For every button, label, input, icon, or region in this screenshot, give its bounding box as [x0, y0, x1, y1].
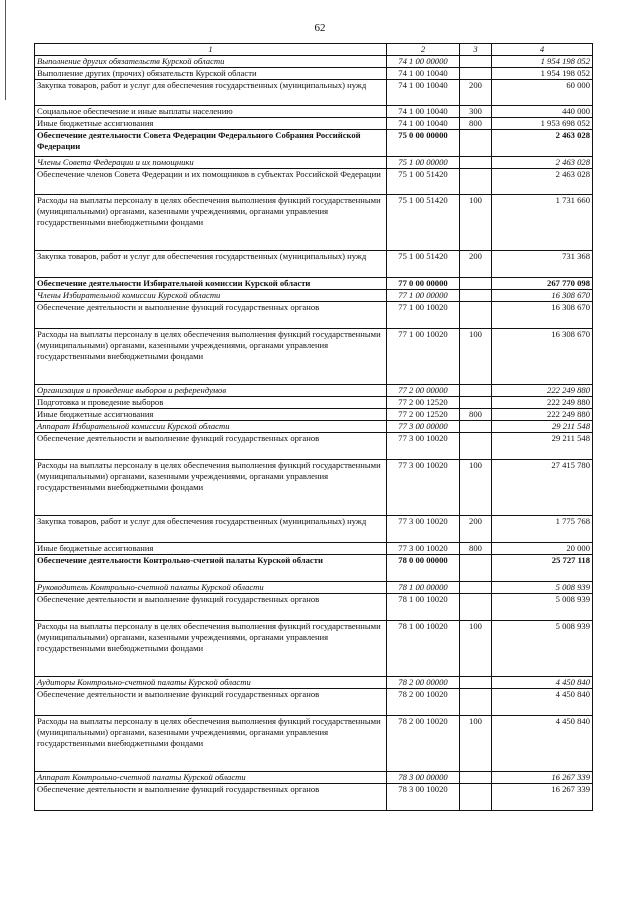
row-expense-type: 100 [460, 195, 492, 251]
row-code: 78 2 00 00000 [387, 677, 460, 689]
row-expense-type: 200 [460, 251, 492, 278]
row-name: Иные бюджетные ассигнования [35, 543, 387, 555]
row-code: 74 1 00 10040 [387, 118, 460, 130]
row-amount: 16 267 339 [492, 784, 593, 811]
row-expense-type [460, 290, 492, 302]
row-code: 74 1 00 10040 [387, 68, 460, 80]
table-row [35, 80, 593, 106]
row-expense-type [460, 397, 492, 409]
row-amount: 4 450 840 [492, 716, 593, 772]
row-expense-type: 200 [460, 516, 492, 543]
row-expense-type: 100 [460, 716, 492, 772]
row-amount: 5 008 939 [492, 621, 593, 677]
row-expense-type [460, 689, 492, 716]
row-expense-type [460, 582, 492, 594]
row-amount: 29 211 548 [492, 421, 593, 433]
row-code: 78 2 00 10020 [387, 716, 460, 772]
header-col-2: 2 [387, 44, 460, 56]
row-code: 77 3 00 10020 [387, 460, 460, 516]
row-expense-type: 800 [460, 409, 492, 421]
row-expense-type: 800 [460, 543, 492, 555]
row-expense-type [460, 594, 492, 621]
row-code: 77 2 00 12520 [387, 409, 460, 421]
header-col-1: 1 [35, 44, 387, 56]
row-name: Обеспечение деятельности и выполнение функций государственных органов [35, 689, 387, 716]
table-row [35, 195, 593, 251]
row-amount: 16 308 670 [492, 290, 593, 302]
row-expense-type [460, 68, 492, 80]
row-amount: 5 008 939 [492, 582, 593, 594]
row-expense-type [460, 772, 492, 784]
row-code: 77 0 00 00000 [387, 278, 460, 290]
row-name: Руководитель Контрольно-счетной палаты Курской области [35, 582, 387, 594]
row-amount: 25 727 118 [492, 555, 593, 582]
table-row [35, 118, 593, 130]
row-expense-type [460, 278, 492, 290]
row-amount: 1 954 198 052 [492, 68, 593, 80]
row-code: 77 3 00 10020 [387, 516, 460, 543]
row-code: 77 1 00 10020 [387, 329, 460, 385]
table-row [35, 716, 593, 772]
table-row [35, 385, 593, 397]
header-col-4: 4 [492, 44, 593, 56]
row-amount: 27 415 780 [492, 460, 593, 516]
table-row [35, 784, 593, 811]
row-name: Расходы на выплаты персоналу в целях обеспечения выполнения функций государственными (муниципальными) органами, казенными учреждениями, органами управления государственными внебюджетными фондами [35, 195, 387, 251]
scan-edge-line [5, 0, 6, 100]
row-name: Обеспечение деятельности и выполнение функций государственных органов [35, 594, 387, 621]
row-name: Обеспечение деятельности и выполнение функций государственных органов [35, 784, 387, 811]
row-name: Подготовка и проведение выборов [35, 397, 387, 409]
row-code: 78 2 00 10020 [387, 689, 460, 716]
table-row [35, 594, 593, 621]
budget-table [34, 43, 593, 811]
row-name: Выполнение других (прочих) обязательств Курской области [35, 68, 387, 80]
row-name: Обеспечение членов Совета Федерации и их помощников в субъектах Российской Федерации [35, 169, 387, 195]
row-name: Расходы на выплаты персоналу в целях обеспечения выполнения функций государственными (муниципальными) органами, казенными учреждениями, органами управления государственными внебюджетными фондами [35, 329, 387, 385]
row-name: Расходы на выплаты персоналу в целях обеспечения выполнения функций государственными (муниципальными) органами, казенными учреждениями, органами управления государственными внебюджетными фондами [35, 460, 387, 516]
row-name: Организация и проведение выборов и референдумов [35, 385, 387, 397]
table-row [35, 169, 593, 195]
row-code: 77 2 00 00000 [387, 385, 460, 397]
row-amount: 1 731 660 [492, 195, 593, 251]
row-amount: 731 368 [492, 251, 593, 278]
row-name: Закупка товаров, работ и услуг для обеспечения государственных (муниципальных) нужд [35, 80, 387, 106]
row-amount: 440 000 [492, 106, 593, 118]
row-expense-type: 100 [460, 329, 492, 385]
row-amount: 1 954 198 052 [492, 56, 593, 68]
table-row [35, 421, 593, 433]
row-code: 75 1 00 00000 [387, 157, 460, 169]
row-amount: 60 000 [492, 80, 593, 106]
table-row [35, 621, 593, 677]
row-amount: 1 953 698 052 [492, 118, 593, 130]
row-code: 78 1 00 10020 [387, 621, 460, 677]
table-row [35, 677, 593, 689]
row-code: 77 3 00 10020 [387, 433, 460, 460]
row-code: 77 3 00 00000 [387, 421, 460, 433]
table-row [35, 290, 593, 302]
row-expense-type [460, 157, 492, 169]
table-row [35, 56, 593, 68]
table-row [35, 251, 593, 278]
table-header-row [35, 44, 593, 56]
table-row [35, 278, 593, 290]
row-name: Расходы на выплаты персоналу в целях обеспечения выполнения функций государственными (муниципальными) органами, казенными учреждениями, органами управления государственными внебюджетными фондами [35, 621, 387, 677]
header-col-3: 3 [460, 44, 492, 56]
row-name: Иные бюджетные ассигнования [35, 409, 387, 421]
row-name: Аппарат Контрольно-счетной палаты Курской области [35, 772, 387, 784]
row-expense-type [460, 433, 492, 460]
table-row [35, 516, 593, 543]
row-name: Обеспечение деятельности Избирательной комиссии Курской области [35, 278, 387, 290]
row-amount: 16 308 670 [492, 329, 593, 385]
row-name: Члены Совета Федерации и их помощники [35, 157, 387, 169]
row-expense-type: 800 [460, 118, 492, 130]
row-name: Закупка товаров, работ и услуг для обеспечения государственных (муниципальных) нужд [35, 251, 387, 278]
table-row [35, 68, 593, 80]
row-code: 77 3 00 10020 [387, 543, 460, 555]
row-expense-type: 100 [460, 460, 492, 516]
row-name: Социальное обеспечение и иные выплаты населению [35, 106, 387, 118]
row-expense-type [460, 169, 492, 195]
row-amount: 5 008 939 [492, 594, 593, 621]
row-expense-type [460, 130, 492, 157]
row-amount: 267 770 098 [492, 278, 593, 290]
row-code: 74 1 00 00000 [387, 56, 460, 68]
table-row [35, 689, 593, 716]
row-amount: 20 000 [492, 543, 593, 555]
table-row [35, 397, 593, 409]
row-amount: 222 249 880 [492, 409, 593, 421]
row-code: 78 3 00 10020 [387, 784, 460, 811]
table-row [35, 409, 593, 421]
row-expense-type [460, 555, 492, 582]
row-name: Расходы на выплаты персоналу в целях обеспечения выполнения функций государственными (муниципальными) органами, казенными учреждениями, органами управления государственными внебюджетными фондами [35, 716, 387, 772]
row-code: 75 1 00 51420 [387, 195, 460, 251]
row-amount: 1 775 768 [492, 516, 593, 543]
row-amount: 2 463 028 [492, 169, 593, 195]
row-name: Аппарат Избирательной комиссии Курской области [35, 421, 387, 433]
row-expense-type [460, 421, 492, 433]
row-code: 77 1 00 00000 [387, 290, 460, 302]
row-code: 77 2 00 12520 [387, 397, 460, 409]
row-amount: 2 463 028 [492, 157, 593, 169]
table-row [35, 106, 593, 118]
row-expense-type: 200 [460, 80, 492, 106]
page-number: 62 [314, 22, 326, 34]
row-amount: 16 267 339 [492, 772, 593, 784]
row-name: Иные бюджетные ассигнования [35, 118, 387, 130]
table-row [35, 329, 593, 385]
table-row [35, 582, 593, 594]
row-name: Обеспечение деятельности и выполнение функций государственных органов [35, 302, 387, 329]
row-code: 75 1 00 51420 [387, 169, 460, 195]
row-expense-type: 300 [460, 106, 492, 118]
table-row [35, 157, 593, 169]
table-row [35, 302, 593, 329]
row-code: 74 1 00 10040 [387, 80, 460, 106]
row-name: Закупка товаров, работ и услуг для обеспечения государственных (муниципальных) нужд [35, 516, 387, 543]
row-name: Обеспечение деятельности Совета Федерации Федерального Собрания Российской Федерации [35, 130, 387, 157]
row-expense-type: 100 [460, 621, 492, 677]
row-amount: 222 249 880 [492, 397, 593, 409]
table-row [35, 555, 593, 582]
row-expense-type [460, 56, 492, 68]
row-amount: 4 450 840 [492, 689, 593, 716]
row-name: Аудиторы Контрольно-счетной палаты Курской области [35, 677, 387, 689]
row-code: 75 1 00 51420 [387, 251, 460, 278]
row-expense-type [460, 385, 492, 397]
row-code: 78 1 00 00000 [387, 582, 460, 594]
row-amount: 16 308 670 [492, 302, 593, 329]
row-name: Члены Избирательной комиссии Курской области [35, 290, 387, 302]
row-code: 74 1 00 10040 [387, 106, 460, 118]
row-code: 75 0 00 00000 [387, 130, 460, 157]
row-name: Выполнение других обязательств Курской области [35, 56, 387, 68]
table-row [35, 130, 593, 157]
row-code: 78 1 00 10020 [387, 594, 460, 621]
row-amount: 2 463 028 [492, 130, 593, 157]
row-expense-type [460, 677, 492, 689]
row-expense-type [460, 784, 492, 811]
table-row [35, 543, 593, 555]
row-code: 78 3 00 00000 [387, 772, 460, 784]
row-code: 78 0 00 00000 [387, 555, 460, 582]
row-expense-type [460, 302, 492, 329]
table-row [35, 433, 593, 460]
row-amount: 29 211 548 [492, 433, 593, 460]
table-row [35, 772, 593, 784]
row-amount: 222 249 880 [492, 385, 593, 397]
row-name: Обеспечение деятельности и выполнение функций государственных органов [35, 433, 387, 460]
table-row [35, 460, 593, 516]
row-amount: 4 450 840 [492, 677, 593, 689]
row-code: 77 1 00 10020 [387, 302, 460, 329]
row-name: Обеспечение деятельности Контрольно-счетной палаты Курской области [35, 555, 387, 582]
